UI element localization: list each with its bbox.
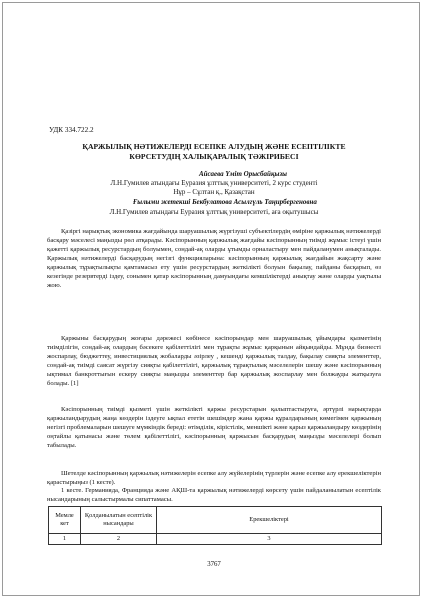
body-paragraph-2: Қаржыны басқарудың жоғары дәрежесі көбінесе кәсіпорындар мен шаруашылық ұйымдары қызметінің тиімділігін, сондай-ақ олардың бәсекеге қабілеттілігі мен тұрақты жұмыс қарқынын айқындайды. Мұнда бизнесті жоспарлау, бюджеттеу, инвестициялық жобаларды әзірлеу , кешенді қаржылық талдау, бақылау сияқты элементтер, сондай-ақ тиімді саясат жүргізу сияқты қабілеттілігі, қаржылық тұрақтылық мәселелерін шешу және кәсіпорынның ықтимал банкроттығын ескеру сияқты маңызды элементтер бар қаржылық жоспарлау мен болжауды жатқызуға болады. [1] xyxy=(47,335,381,388)
supervisor-affiliation: Л.Н.Гумилев атындағы Еуразия ұлттық университеті, аға оқытушысы xyxy=(109,208,319,216)
table-number-row xyxy=(49,534,382,545)
table-header-cell: Ерекшеліктері xyxy=(157,507,382,534)
table-header-cell: Мемле кет xyxy=(49,507,81,534)
article-title-line-2: КӨРСЕТУДІҢ ХАЛЫҚАРАЛЫҚ ТӘЖІРИБЕСІ xyxy=(129,152,299,161)
article-title-line-1: ҚАРЖЫЛЫҚ НӘТИЖЕЛЕРДІ ЕСЕПКЕ АЛУДЫҢ ЖӘНЕ ЕСЕПТІЛІКТЕ xyxy=(82,142,346,151)
page-number: 3767 xyxy=(207,561,221,568)
body-paragraph-3: Кәсіпорынның тиімді қызметі үшін жеткілікті қаржы ресурстарын қалыптастыруға, әртүрлі нарықтарда қаржыландырудың жаңа көздерін іздеуге ықпал ететін шешімдер жана қаржы құралдарының көмегімен қаржының негізгі проблемаларын шешуге мүмкіндік береді: өтімділік, кірістілік, меншікті және қарыз қаржыландыру көздерінің оңтайлы қатынасы және төлем қабілеттілігі, кәсіпорынның қаржысын басқарудың маңызды мәселелері болып табылады. xyxy=(47,406,381,450)
author-name: Айсаева Үміт Орысбайқызы xyxy=(199,170,287,178)
udc-code: УДК 334.722.2 xyxy=(49,126,94,134)
table-cell: 1 xyxy=(49,534,81,545)
author-affiliation: Л.Н.Гумилев атындағы Еуразия ұлттық университеті, 2 курс студенті xyxy=(110,179,318,187)
table-cell: 3 xyxy=(157,534,382,545)
body-paragraph-4: Шетелде кәсіпорынның қаржылық нәтижелерін есепке алу жүйелерінің түрлерін және есепке алу ерекшеліктерін қарастырыңыз (1 кесте). xyxy=(47,470,382,487)
document-page xyxy=(2,2,420,596)
table-cell: 2 xyxy=(81,534,157,545)
body-paragraph-1: Қазіргі нарықтық экономика жағдайында шаруашылық жүргізуші субъектілердің өміріне қаржылық нәтижелерді басқару мәселесі маңызды рөл атқарады. Кәсіпорынның қаржылық жағдайы кәсіпорынның тиімді жұмыс істеуі үшін қажетті қаржылық ресурстардың болуымен, сондай-ақ оларды ұтымды орналастыру мен пайдаланумен анықталады. Қаржылық нәтижелерді басқарудың негізгі функцияларына: кәсіпорынның қаржылық жағдайын жақсарту және қаржылық тұрақтылықты қамтамасыз ету үшін ресурстардың жеткілікті болуын бақылау, пайданы басқарып, өз кезегінде резервтерді іздеу, сонымен қатар кәсіпорынның дамуындағы кемшіліктерді анықтау және оларды уақтылы жою. xyxy=(47,228,381,290)
table-header-row xyxy=(49,507,382,534)
author-city: Нұр – Сұлтан қ., Қазақстан xyxy=(173,188,255,196)
supervisor-name: Ғылыми жетекші Бекбулатова Асылгүль Таңирбергеновна xyxy=(133,198,317,206)
table-caption: 1 кесте. Германияда, Францияда және АҚШ-та қаржылық нәтижелерді көрсету үшін пайдаланылатын есептілік нысандарының салыстырмалы сипаттамасы. xyxy=(47,487,381,503)
table-header-cell: Қолданылатын есептілік нысандары xyxy=(81,507,157,534)
comparison-table xyxy=(48,506,382,545)
